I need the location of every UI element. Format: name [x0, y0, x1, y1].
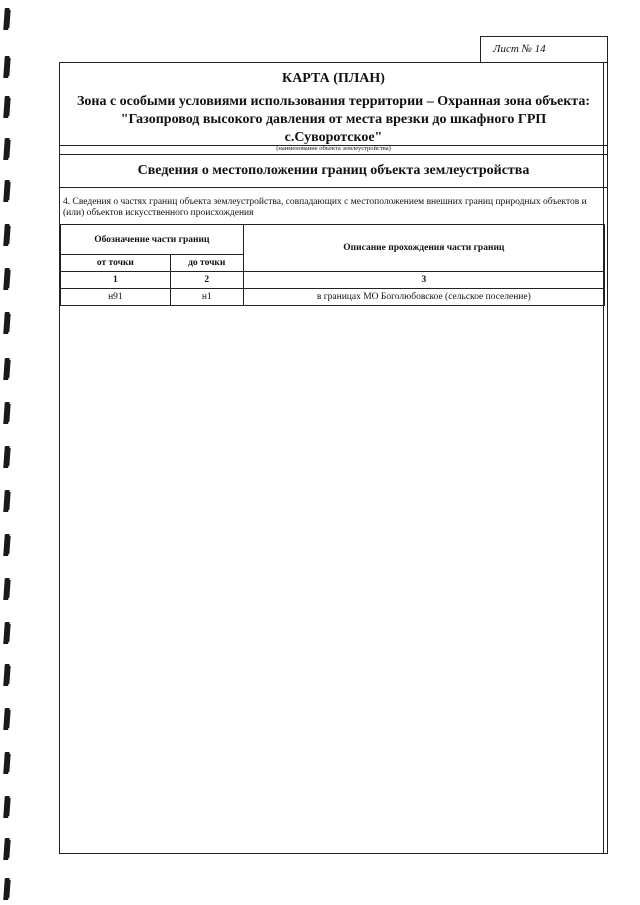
punch-hole	[3, 838, 10, 860]
column-number: 3	[243, 272, 604, 289]
table-row	[61, 289, 605, 306]
paragraph-text: 4. Сведения о частях границ объекта землеустройства, совпадающих с местоположением внешних границ природных объектов и (или) объектов искусственного происхождения	[63, 197, 587, 218]
binding-holes	[0, 0, 16, 905]
punch-hole	[3, 138, 10, 160]
punch-hole	[3, 578, 10, 600]
table-from-header: от точки	[61, 255, 171, 272]
subtitle-line: Зона с особыми условиями использования территории – Охранная зона объекта:	[76, 94, 591, 109]
subtitle-line: с.Суворотское"	[284, 130, 383, 145]
punch-hole	[3, 752, 10, 774]
table-group-header: Обозначение части границ	[61, 225, 244, 255]
punch-hole	[3, 708, 10, 730]
punch-hole	[3, 878, 10, 900]
sheet-number-tab	[480, 36, 608, 62]
description-cell: в границах МО Боголюбовское (сельское поселение)	[243, 289, 604, 306]
punch-hole	[3, 8, 10, 30]
subtitle-caption: (наименование объекта землеустройства)	[276, 145, 391, 152]
sheet-label: Лист № 14	[493, 43, 546, 55]
to-point-cell: н1	[170, 289, 243, 306]
punch-hole	[3, 446, 10, 468]
punch-hole	[3, 664, 10, 686]
punch-hole	[3, 268, 10, 290]
punch-hole	[3, 312, 10, 334]
punch-hole	[3, 402, 10, 424]
column-number: 2	[170, 272, 243, 289]
table-number-row	[61, 272, 605, 289]
column-number: 1	[61, 272, 171, 289]
punch-hole	[3, 490, 10, 512]
punch-hole	[3, 96, 10, 118]
divider	[60, 187, 607, 188]
punch-hole	[3, 534, 10, 556]
punch-hole	[3, 358, 10, 380]
document-title: КАРТА (ПЛАН)	[282, 71, 385, 86]
from-point-cell: н91	[61, 289, 171, 306]
table-to-header: до точки	[170, 255, 243, 272]
punch-hole	[3, 796, 10, 818]
table-desc-header: Описание прохождения части границ	[243, 225, 604, 272]
boundaries-table	[60, 224, 605, 306]
punch-hole	[3, 56, 10, 78]
subtitle-line: "Газопровод высокого давления от места врезки до шкафного ГРП	[120, 112, 547, 127]
punch-hole	[3, 180, 10, 202]
section-title: Сведения о местоположении границ объекта землеустройства	[137, 163, 530, 178]
punch-hole	[3, 224, 10, 246]
punch-hole	[3, 622, 10, 644]
document-frame	[59, 62, 608, 854]
document-subtitle	[64, 93, 603, 147]
divider	[60, 154, 607, 155]
frame-double-rule	[603, 63, 604, 853]
